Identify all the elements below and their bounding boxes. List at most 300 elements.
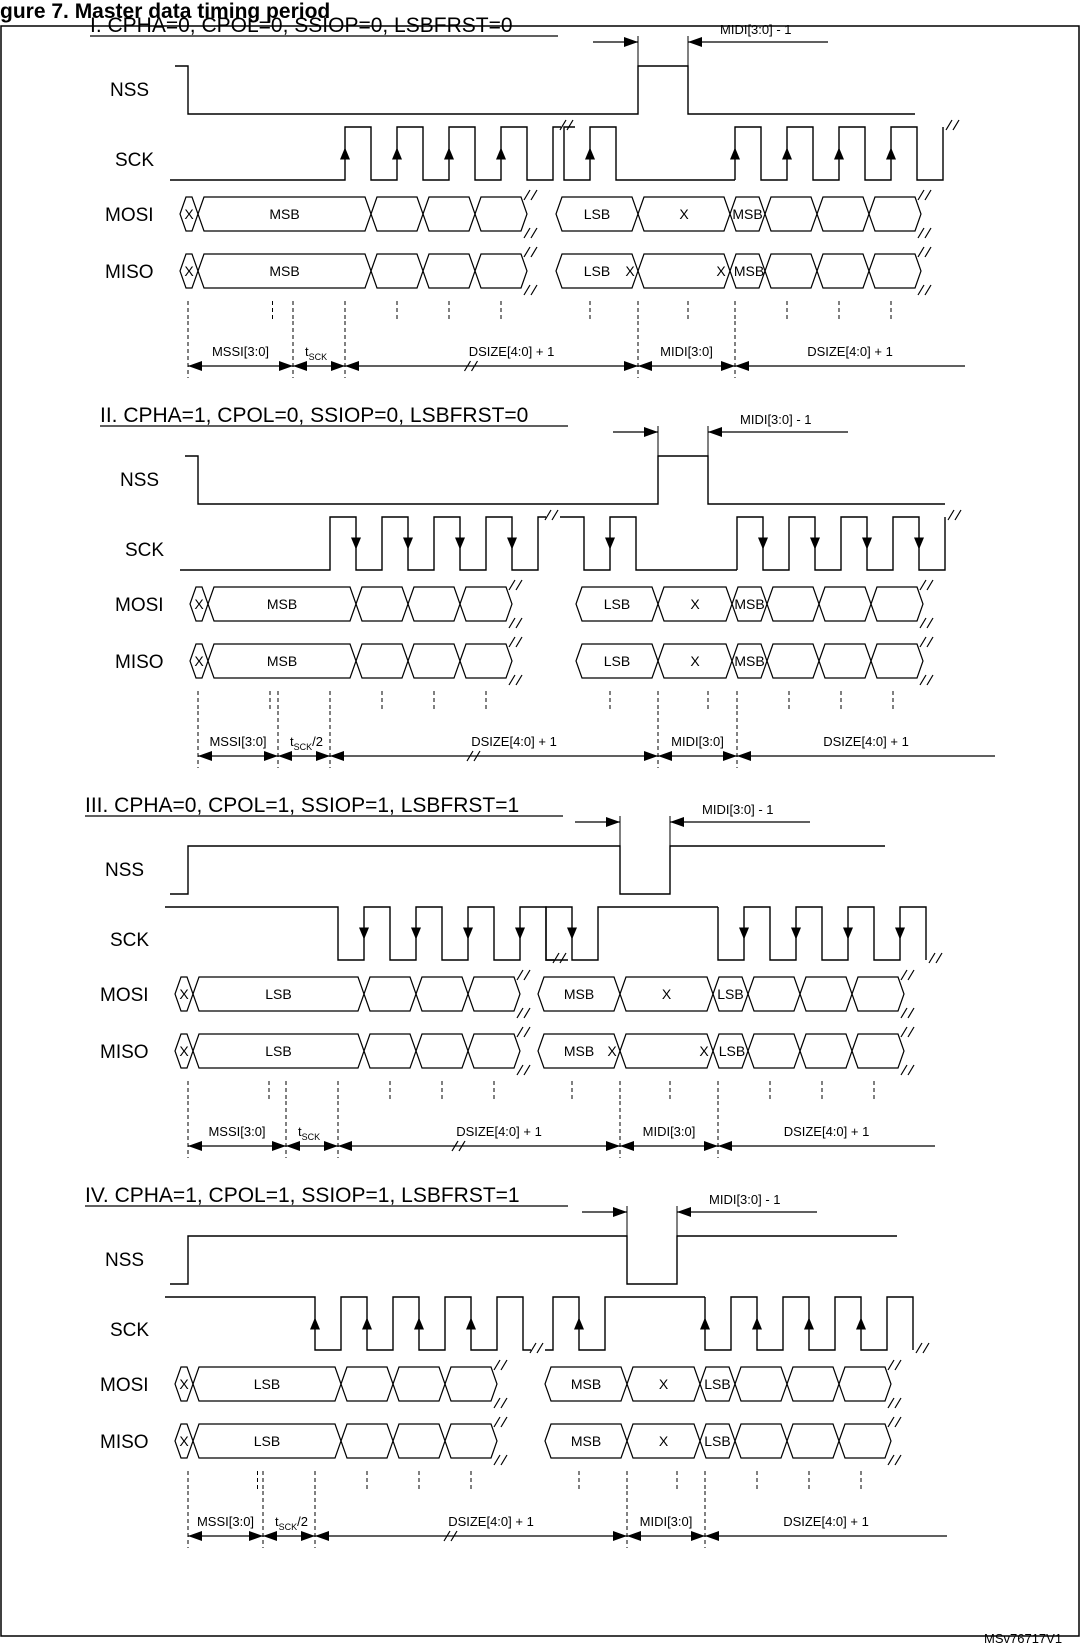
arrowhead (263, 1531, 277, 1541)
miso-cell (748, 1034, 800, 1068)
mosi-break (918, 228, 931, 238)
break-stroke (545, 510, 558, 520)
arrowhead (331, 361, 345, 371)
miso-cell (819, 644, 871, 678)
miso-break (888, 1417, 901, 1427)
arrowhead (188, 1531, 202, 1541)
break-stroke (918, 228, 931, 238)
miso-label: MSB (733, 263, 765, 279)
signal-name-mosi: MOSI (100, 985, 149, 1006)
mosi-cell (460, 587, 512, 621)
mosi-cell (735, 1367, 787, 1401)
miso-cell (475, 254, 527, 288)
sck-break (560, 120, 573, 130)
mosi-cell (445, 1367, 497, 1401)
arrowhead (644, 751, 658, 761)
miso-cell (416, 1034, 468, 1068)
break-stroke (509, 637, 522, 647)
mssi-label: MSSI[3:0] (196, 1514, 255, 1529)
break-stroke (509, 618, 522, 628)
mosi-cell (423, 197, 475, 231)
miso-break (918, 285, 931, 295)
tsck-label (298, 1124, 320, 1142)
arrowhead (606, 817, 620, 827)
break-stroke (494, 1417, 507, 1427)
miso-break (901, 1027, 914, 1037)
dsize-label: DSIZE[4:0] + 1 (471, 734, 557, 749)
miso-bus (175, 1417, 901, 1465)
miso-cell (393, 1424, 445, 1458)
arrowhead (638, 361, 652, 371)
mosi-break (920, 618, 933, 628)
mosi-break (901, 1008, 914, 1018)
sck-edge-arrow (359, 928, 369, 940)
break-stroke (560, 120, 573, 130)
break-stroke (901, 970, 914, 980)
break-stroke (888, 1398, 901, 1408)
break-stroke (524, 247, 537, 257)
miso-break (517, 1065, 530, 1075)
miso-label: X (690, 653, 700, 669)
miso-label: MSB (734, 653, 765, 669)
panel-title: IV. CPHA=1, CPOL=1, SSIOP=1, LSBFRST=1 (85, 1184, 520, 1207)
arrowhead (718, 1141, 732, 1151)
mosi-break (524, 190, 537, 200)
midi-label: MIDI[3:0] (660, 344, 713, 359)
dsize2-label: DSIZE[4:0] + 1 (783, 1514, 869, 1529)
mosi-break (888, 1360, 901, 1370)
signal-name-sck: SCK (110, 1320, 150, 1341)
mosi-label: X (658, 1376, 669, 1392)
mosi-cell (475, 197, 527, 231)
figure-heading: gure 7. Master data timing period (0, 0, 331, 23)
break-stroke (888, 1417, 901, 1427)
mosi-break (494, 1360, 507, 1370)
dsize-label: DSIZE[4:0] + 1 (468, 344, 555, 359)
arrowhead (264, 751, 278, 761)
tsck-label (275, 1514, 308, 1532)
signal-name-sck: SCK (110, 930, 150, 951)
break-stroke (524, 285, 537, 295)
miso-label: LSB (603, 653, 631, 669)
miso-cell (800, 1034, 852, 1068)
tsck-label (305, 344, 327, 362)
mosi-cell (852, 977, 904, 1011)
sck-edge-arrow (392, 148, 402, 160)
tsck-sub: SCK (301, 1132, 321, 1142)
arrowhead (249, 1531, 263, 1541)
mosi-break (920, 580, 933, 590)
break-stroke (524, 190, 537, 200)
sck-edge-arrow (700, 1318, 710, 1330)
measure-row (198, 734, 995, 761)
midi-minus-label: MIDI[3:0] - 1 (702, 802, 774, 817)
tsck-t: t (275, 1514, 279, 1529)
mosi-cell (871, 587, 923, 621)
mosi-break (901, 970, 914, 980)
miso-break (888, 1455, 901, 1465)
sck-edge-arrow (810, 538, 820, 550)
mosi-cell (767, 587, 819, 621)
miso-break (509, 637, 522, 647)
mosi-cell (408, 587, 460, 621)
arrowhead (606, 1141, 620, 1151)
sck-edge-arrow (739, 928, 749, 940)
arrowhead (670, 817, 684, 827)
break-stroke (901, 1065, 914, 1075)
arrowhead (286, 1141, 300, 1151)
mosi-break (888, 1398, 901, 1408)
miso-cell (356, 644, 408, 678)
mosi-cell (393, 1367, 445, 1401)
timing-panels (85, 14, 995, 1548)
arrowhead (278, 751, 292, 761)
arrowhead (315, 1531, 329, 1541)
miso-label: MSB (563, 1043, 595, 1059)
arrowhead (324, 1141, 338, 1151)
break-stroke (901, 1008, 914, 1018)
break-stroke (918, 247, 931, 257)
mosi-cell (869, 197, 921, 231)
arrowhead (735, 361, 749, 371)
arrowhead (721, 361, 735, 371)
arrowhead (627, 1531, 641, 1541)
mosi-cell (364, 977, 416, 1011)
break-stroke (524, 228, 537, 238)
break-stroke (929, 953, 942, 963)
mosi-cell (341, 1367, 393, 1401)
mssi-label: MSSI[3:0] (208, 1124, 266, 1139)
miso-cell (869, 254, 921, 288)
miso-break (509, 675, 522, 685)
miso-break (494, 1455, 507, 1465)
mosi-bus (175, 970, 914, 1018)
panel-title: III. CPHA=0, CPOL=1, SSIOP=1, LSBFRST=1 (85, 794, 520, 817)
sck-waveform-post (718, 907, 926, 960)
break-stroke (517, 1008, 530, 1018)
sck-edge-arrow (914, 538, 924, 550)
mosi-bus (190, 580, 933, 628)
sck-edge-arrow (403, 538, 413, 550)
break-stroke (509, 580, 522, 590)
sck-edge-arrow (507, 538, 517, 550)
miso-label: X (179, 1433, 189, 1449)
tsck-sub: SCK (293, 742, 313, 752)
break-stroke (946, 120, 959, 130)
midi-label: MIDI[3:0] (642, 1124, 696, 1139)
midi-label: MIDI[3:0] (671, 734, 724, 749)
miso-cell (364, 1034, 416, 1068)
signal-name-miso: MISO (105, 262, 154, 283)
arrowhead (293, 361, 307, 371)
tsck-t: t (305, 344, 309, 359)
arrowhead (658, 751, 672, 761)
miso-cell (423, 254, 475, 288)
mosi-label: MSB (563, 986, 595, 1002)
break-stroke (918, 285, 931, 295)
figure-id: MSv76717V1 (984, 1631, 1063, 1646)
sck-edge-arrow (791, 928, 801, 940)
sck-edge-arrow (782, 148, 792, 160)
sck-break (530, 1343, 543, 1353)
mosi-break (524, 228, 537, 238)
dsize2-label: DSIZE[4:0] + 1 (807, 344, 893, 359)
midi-minus-label: MIDI[3:0] - 1 (740, 412, 812, 427)
figure-frame (1, 26, 1079, 1636)
panel-title: I. CPHA=0, CPOL=0, SSIOP=0, LSBFRST=0 (90, 14, 513, 37)
arrowhead (624, 37, 638, 47)
nss-waveform (185, 456, 945, 504)
dsize-label: DSIZE[4:0] + 1 (448, 1514, 534, 1529)
miso-label: LSB (265, 1043, 292, 1059)
miso-cell (839, 1424, 891, 1458)
mosi-cell (800, 977, 852, 1011)
timing-panel-4 (85, 1184, 947, 1548)
sck-edge-arrow (895, 928, 905, 940)
mosi-label: LSB (583, 206, 611, 222)
break-stroke (918, 190, 931, 200)
sck-edge-arrow (340, 148, 350, 160)
arrowhead (620, 1141, 634, 1151)
arrowhead (272, 1141, 286, 1151)
miso-break (920, 637, 933, 647)
signal-name-miso: MISO (100, 1432, 149, 1453)
sck-edge-arrow (411, 928, 421, 940)
miso-label: X (184, 263, 194, 279)
break-stroke (888, 1360, 901, 1370)
miso-label: MSB (266, 653, 298, 669)
tsck-t: t (298, 1124, 302, 1139)
signal-name-sck: SCK (125, 540, 165, 561)
arrowhead (188, 361, 202, 371)
sck-break (545, 510, 558, 520)
mosi-label: MSB (570, 1376, 602, 1392)
mosi-label: MSB (266, 596, 298, 612)
miso-label: LSB (704, 1433, 731, 1449)
miso-label: LSB (718, 1043, 746, 1059)
signal-name-miso: MISO (115, 652, 164, 673)
arrowhead (330, 751, 344, 761)
arrowhead (188, 1141, 202, 1151)
mosi-cell (416, 977, 468, 1011)
mssi-label: MSSI[3:0] (211, 344, 270, 359)
break-stroke (530, 1343, 543, 1353)
sck-edge-arrow (463, 928, 473, 940)
mosi-bus (175, 1360, 901, 1408)
arrowhead (708, 427, 722, 437)
midi-label: MIDI[3:0] (639, 1514, 693, 1529)
sck-edge-arrow (362, 1318, 372, 1330)
signal-name-mosi: MOSI (105, 205, 154, 226)
mosi-cell (765, 197, 817, 231)
signal-name-nss: NSS (120, 470, 160, 491)
sck-break (929, 953, 942, 963)
mosi-label: MSB (732, 206, 763, 222)
mosi-label: X (194, 596, 204, 612)
miso-bus (175, 1027, 914, 1075)
arrowhead (705, 1531, 719, 1541)
sck-edge-arrow (862, 538, 872, 550)
arrowhead (316, 751, 330, 761)
break-stroke (920, 637, 933, 647)
measure-row (188, 1124, 935, 1151)
miso-label: MSB (570, 1433, 602, 1449)
miso-cell (765, 254, 817, 288)
sck-edge-arrow (804, 1318, 814, 1330)
arrowhead (704, 1141, 718, 1151)
mosi-label: MSB (734, 596, 765, 612)
signal-name-nss: NSS (105, 860, 145, 881)
miso-break (920, 675, 933, 685)
sck-edge-arrow (444, 148, 454, 160)
break-stroke (948, 510, 961, 520)
signal-name-miso: MISO (100, 1042, 149, 1063)
arrowhead (624, 361, 638, 371)
timing-panel-2 (100, 404, 995, 768)
tsck-label (290, 734, 323, 752)
miso-label: X (625, 263, 635, 279)
sck-edge-arrow (515, 928, 525, 940)
tsck-suffix: /2 (312, 734, 323, 749)
miso-cell (767, 644, 819, 678)
mosi-label: MSB (269, 206, 300, 222)
break-stroke (494, 1360, 507, 1370)
miso-label: LSB (253, 1433, 281, 1449)
miso-cell (341, 1424, 393, 1458)
mosi-cell (787, 1367, 839, 1401)
break-stroke (517, 1027, 530, 1037)
miso-cell (852, 1034, 904, 1068)
tsck-sub: SCK (308, 352, 328, 362)
arrowhead (613, 1531, 627, 1541)
signal-name-nss: NSS (105, 1250, 145, 1271)
signal-name-mosi: MOSI (100, 1375, 149, 1396)
miso-cell (460, 644, 512, 678)
mosi-label: X (679, 206, 689, 222)
mosi-cell (748, 977, 800, 1011)
mosi-label: X (184, 206, 194, 222)
mosi-cell (839, 1367, 891, 1401)
arrowhead (279, 361, 293, 371)
nss-waveform (170, 1236, 897, 1284)
panel-title: II. CPHA=1, CPOL=0, SSIOP=0, LSBFRST=0 (100, 404, 529, 427)
mosi-label: X (179, 986, 189, 1002)
break-stroke (517, 1065, 530, 1075)
mosi-label: LSB (253, 1376, 281, 1392)
miso-bus (180, 247, 931, 295)
tsck-suffix: /2 (297, 1514, 308, 1529)
mosi-bus (180, 190, 931, 238)
miso-label: MSB (269, 263, 300, 279)
break-stroke (920, 675, 933, 685)
break-stroke (916, 1343, 929, 1353)
break-stroke (553, 953, 566, 963)
break-stroke (517, 970, 530, 980)
miso-cell (445, 1424, 497, 1458)
arrowhead (691, 1531, 705, 1541)
miso-cell (817, 254, 869, 288)
arrowhead (677, 1207, 691, 1217)
mosi-label: LSB (265, 986, 292, 1002)
sck-edge-arrow (567, 928, 577, 940)
miso-break (517, 1027, 530, 1037)
signal-name-mosi: MOSI (115, 595, 164, 616)
miso-cell (871, 644, 923, 678)
miso-break (524, 285, 537, 295)
dsize-label: DSIZE[4:0] + 1 (456, 1124, 542, 1139)
arrowhead (644, 427, 658, 437)
timing-panel-1 (90, 14, 965, 378)
dsize2-label: DSIZE[4:0] + 1 (783, 1124, 870, 1139)
miso-cell (408, 644, 460, 678)
miso-cell (371, 254, 423, 288)
sck-waveform-pre (165, 907, 554, 960)
mosi-label: LSB (704, 1376, 731, 1392)
sck-edge-arrow (455, 538, 465, 550)
mssi-label: MSSI[3:0] (209, 734, 267, 749)
arrowhead (345, 361, 359, 371)
mosi-break (509, 580, 522, 590)
sck-edge-arrow (730, 148, 740, 160)
mosi-label: X (179, 1376, 189, 1392)
miso-label: X (699, 1043, 709, 1059)
break-stroke (901, 1027, 914, 1037)
signal-name-sck: SCK (115, 150, 155, 171)
mosi-label: LSB (717, 986, 744, 1002)
arrowhead (338, 1141, 352, 1151)
sck-waveform-post (737, 517, 945, 570)
miso-break (918, 247, 931, 257)
mosi-break (918, 190, 931, 200)
sck-waveform-pre (165, 1297, 531, 1350)
miso-cell (787, 1424, 839, 1458)
sck-edge-arrow (466, 1318, 476, 1330)
sck-edge-arrow (414, 1318, 424, 1330)
miso-label: X (194, 653, 204, 669)
miso-label: X (179, 1043, 189, 1059)
arrowhead (301, 1531, 315, 1541)
midi-minus-label: MIDI[3:0] - 1 (720, 22, 792, 37)
mosi-label: LSB (603, 596, 631, 612)
mosi-cell (817, 197, 869, 231)
midi-minus-label: MIDI[3:0] - 1 (709, 1192, 781, 1207)
arrowhead (737, 751, 751, 761)
sck-edge-arrow (574, 1318, 584, 1330)
mosi-cell (371, 197, 423, 231)
mosi-cell (819, 587, 871, 621)
mosi-cell (356, 587, 408, 621)
sck-edge-arrow (585, 148, 595, 160)
break-stroke (888, 1455, 901, 1465)
sck-waveform-pre (180, 517, 546, 570)
miso-label: X (607, 1043, 617, 1059)
sck-edge-arrow (605, 538, 615, 550)
miso-cell (735, 1424, 787, 1458)
mosi-label: X (661, 986, 672, 1002)
arrowhead (198, 751, 212, 761)
sck-edge-arrow (886, 148, 896, 160)
miso-bus (190, 637, 933, 685)
break-stroke (920, 618, 933, 628)
sck-break (946, 120, 959, 130)
tsck-sub: SCK (278, 1522, 298, 1532)
mosi-break (509, 618, 522, 628)
arrowhead (688, 37, 702, 47)
sck-waveform-mid (560, 517, 737, 570)
miso-label: X (716, 263, 726, 279)
nss-waveform (170, 846, 885, 894)
sck-break (948, 510, 961, 520)
